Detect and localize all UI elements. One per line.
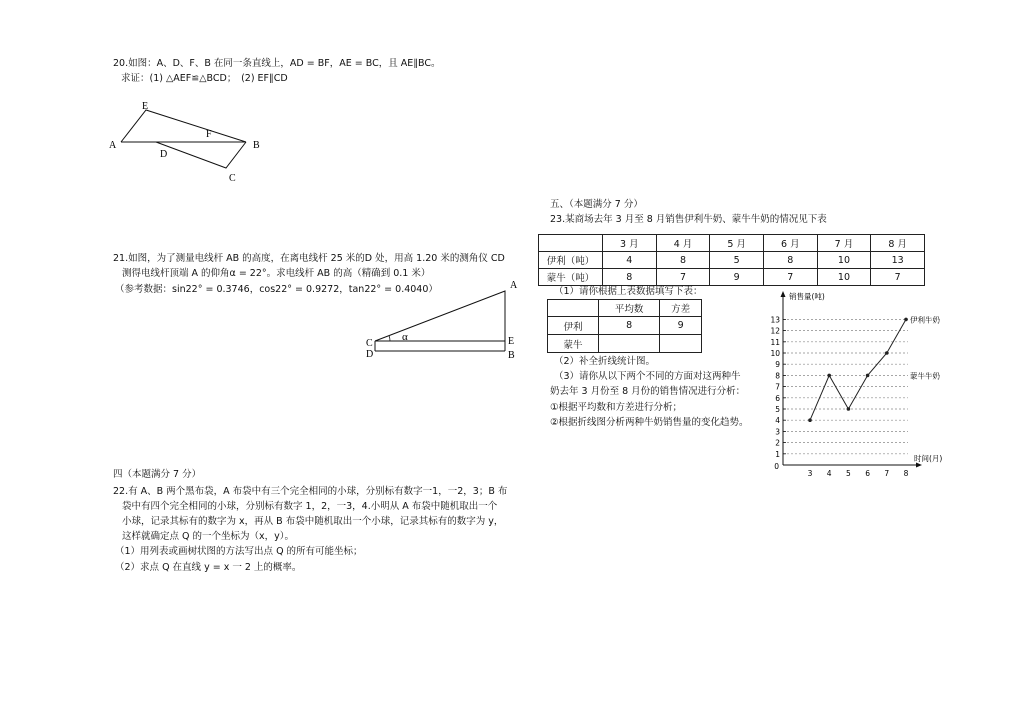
x-tick-label: 3: [807, 469, 813, 478]
q22-line4: 这样就确定点 Q 的一个坐标为（x，y）。: [122, 531, 295, 542]
sales-line-chart: [770, 288, 950, 480]
q23-sub3c: ①根据平均数和方差进行分析；: [550, 402, 683, 413]
x-tick-label: 8: [903, 469, 909, 478]
month-header: 8 月: [871, 235, 925, 252]
q21-label-A: A: [510, 280, 518, 291]
x-tick-label: 6: [865, 469, 870, 478]
table-cell: 5: [710, 252, 764, 269]
q20-line2: 求证：(1) △AEF≌△BCD； (2) EF∥CD: [121, 73, 288, 84]
y-tick-label: 6: [775, 393, 780, 403]
q23-sub3a: （3）请你从以下两个不同的方面对这两种牛: [554, 371, 741, 382]
annotation-mengniu: 蒙牛牛奶: [910, 371, 940, 381]
x-tick-label: 7: [884, 469, 890, 478]
q22-header: 四（本题满分 7 分）: [113, 469, 202, 480]
q23-sub3d: ②根据折线图分析两种牛奶销售量的变化趋势。: [550, 417, 749, 428]
y-tick-label: 10: [770, 349, 780, 358]
y-tick-label: 11: [770, 337, 780, 347]
y-axis-arrow: [781, 291, 786, 297]
q20-label-F: F: [206, 129, 212, 140]
data-point: [904, 318, 908, 322]
x-axis-title: 时间(月): [914, 454, 943, 463]
y-tick-label: 8: [775, 371, 780, 381]
table-cell: 10: [817, 252, 871, 269]
x-tick-label: 4: [826, 469, 832, 478]
table-cell: 7: [871, 269, 925, 286]
q23-line1: 23.某商场去年 3 月至 8 月销售伊利牛奶、蒙牛牛奶的情况见下表: [550, 214, 827, 225]
q22-line5: （1）用列表或画树状图的方法写出点 Q 的所有可能坐标；: [115, 546, 363, 557]
sales-table-header-row: [539, 235, 925, 252]
q23-header: 五、（本题满分 7 分）: [550, 199, 643, 210]
month-header: 6 月: [763, 235, 817, 252]
x-tick-label: 5: [846, 469, 851, 478]
q23-sub3b: 奶去年 3 月份至 8 月份的销售情况进行分析：: [550, 386, 746, 397]
q21-label-alpha: α: [402, 331, 408, 343]
data-point: [808, 418, 812, 422]
month-header: 7 月: [817, 235, 871, 252]
q23-sub1: （1）请你根据上表数据填写下表：: [554, 286, 703, 297]
q20-figure: [100, 95, 270, 190]
table-cell: 8: [599, 317, 660, 335]
q22-line6: （2）求点 Q 在直线 y = x 一 2 上的概率。: [115, 562, 302, 573]
q21-line3: （参考数据：sin22° = 0.3746，cos22° = 0.9272，tan22° = 0.4040）: [115, 284, 438, 295]
stats-table: [547, 299, 702, 353]
month-header: 5 月: [710, 235, 764, 252]
y-tick-label: 7: [775, 382, 780, 392]
y-tick-label: 12: [770, 326, 780, 336]
stats-header: 方差: [660, 300, 702, 317]
x-axis-arrow: [916, 463, 922, 468]
table-cell: 13: [871, 252, 925, 269]
y-tick-label: 4: [775, 416, 780, 426]
table-cell: 7: [656, 269, 710, 286]
q21-line1: 21.如图，为了测量电线杆 AB 的高度，在离电线杆 25 米的D 处，用高 1.20 米的测角仪 CD: [113, 253, 505, 264]
data-point: [847, 407, 851, 411]
table-row: [539, 252, 925, 269]
q22-line2: 袋中有四个完全相同的小球，分别标有数字 1，2，一3，4.小明从 A 布袋中随机取出一个: [122, 501, 498, 512]
month-header: 4 月: [656, 235, 710, 252]
q21-label-E: E: [508, 336, 515, 347]
table-row: [539, 269, 925, 286]
row-name: 蒙牛（吨）: [539, 269, 603, 286]
q21-label-B: B: [508, 350, 515, 361]
table-cell: 9: [710, 269, 764, 286]
annotation-yili: 伊利牛奶: [910, 315, 940, 325]
data-point: [866, 374, 870, 378]
stats-header: 平均数: [599, 300, 660, 317]
q20-label-E: E: [142, 101, 149, 112]
sales-table: [538, 234, 925, 286]
y-tick-label: 2: [775, 438, 780, 448]
q22-line3: 小球，记录其标有的数字为 x，再从 B 布袋中随机取出一个小球，记录其标有的数字为 y，: [122, 516, 504, 527]
q21-figure: [360, 278, 530, 363]
row-name: 伊利（吨）: [539, 252, 603, 269]
y-tick-label: 3: [775, 427, 780, 437]
table-cell: 8: [656, 252, 710, 269]
y-tick-label: 5: [775, 405, 780, 414]
q20-label-D: D: [160, 149, 168, 160]
q22-line1: 22.有 A、B 两个黑布袋，A 布袋中有三个完全相同的小球，分别标有数字一1，一2，3；B 布: [113, 486, 508, 497]
y-axis-title: 销售量(吨): [789, 292, 825, 301]
stats-table-header-row: [548, 300, 702, 317]
table-cell: 8: [763, 252, 817, 269]
y-tick-label: 13: [770, 315, 780, 325]
q21-label-D: D: [366, 349, 374, 360]
q20-label-B: B: [253, 140, 260, 151]
series-line-yili: [810, 319, 906, 420]
table-cell: [599, 335, 660, 353]
q21-label-C: C: [366, 338, 373, 349]
q20-line1: 20.如图：A、D、F、B 在同一条直线上，AD = BF，AE = BC，且 AE∥BC。: [113, 58, 441, 69]
stats-table-corner: [548, 300, 599, 317]
q20-label-C: C: [229, 173, 236, 184]
table-cell: 8: [603, 269, 657, 286]
table-cell: 4: [603, 252, 657, 269]
table-cell: 10: [817, 269, 871, 286]
table-cell: [660, 335, 702, 353]
table-row: [548, 317, 702, 335]
origin-label: 0: [774, 462, 779, 471]
table-row: [548, 335, 702, 353]
q21-line2: 测得电线杆顶端 A 的仰角α = 22°。求电线杆 AB 的高（精确到 0.1 米）: [122, 268, 431, 279]
y-tick-label: 1: [775, 449, 780, 459]
sales-table-corner: [539, 235, 603, 252]
table-cell: 7: [763, 269, 817, 286]
data-point: [827, 374, 831, 378]
month-header: 3 月: [603, 235, 657, 252]
q20-label-A: A: [109, 140, 117, 151]
q23-sub2: （2）补全折线统计图。: [554, 356, 656, 367]
data-point: [885, 351, 889, 355]
y-tick-label: 9: [775, 360, 780, 370]
table-cell: 9: [660, 317, 702, 335]
row-name: 伊利: [548, 317, 599, 335]
row-name: 蒙牛: [548, 335, 599, 353]
